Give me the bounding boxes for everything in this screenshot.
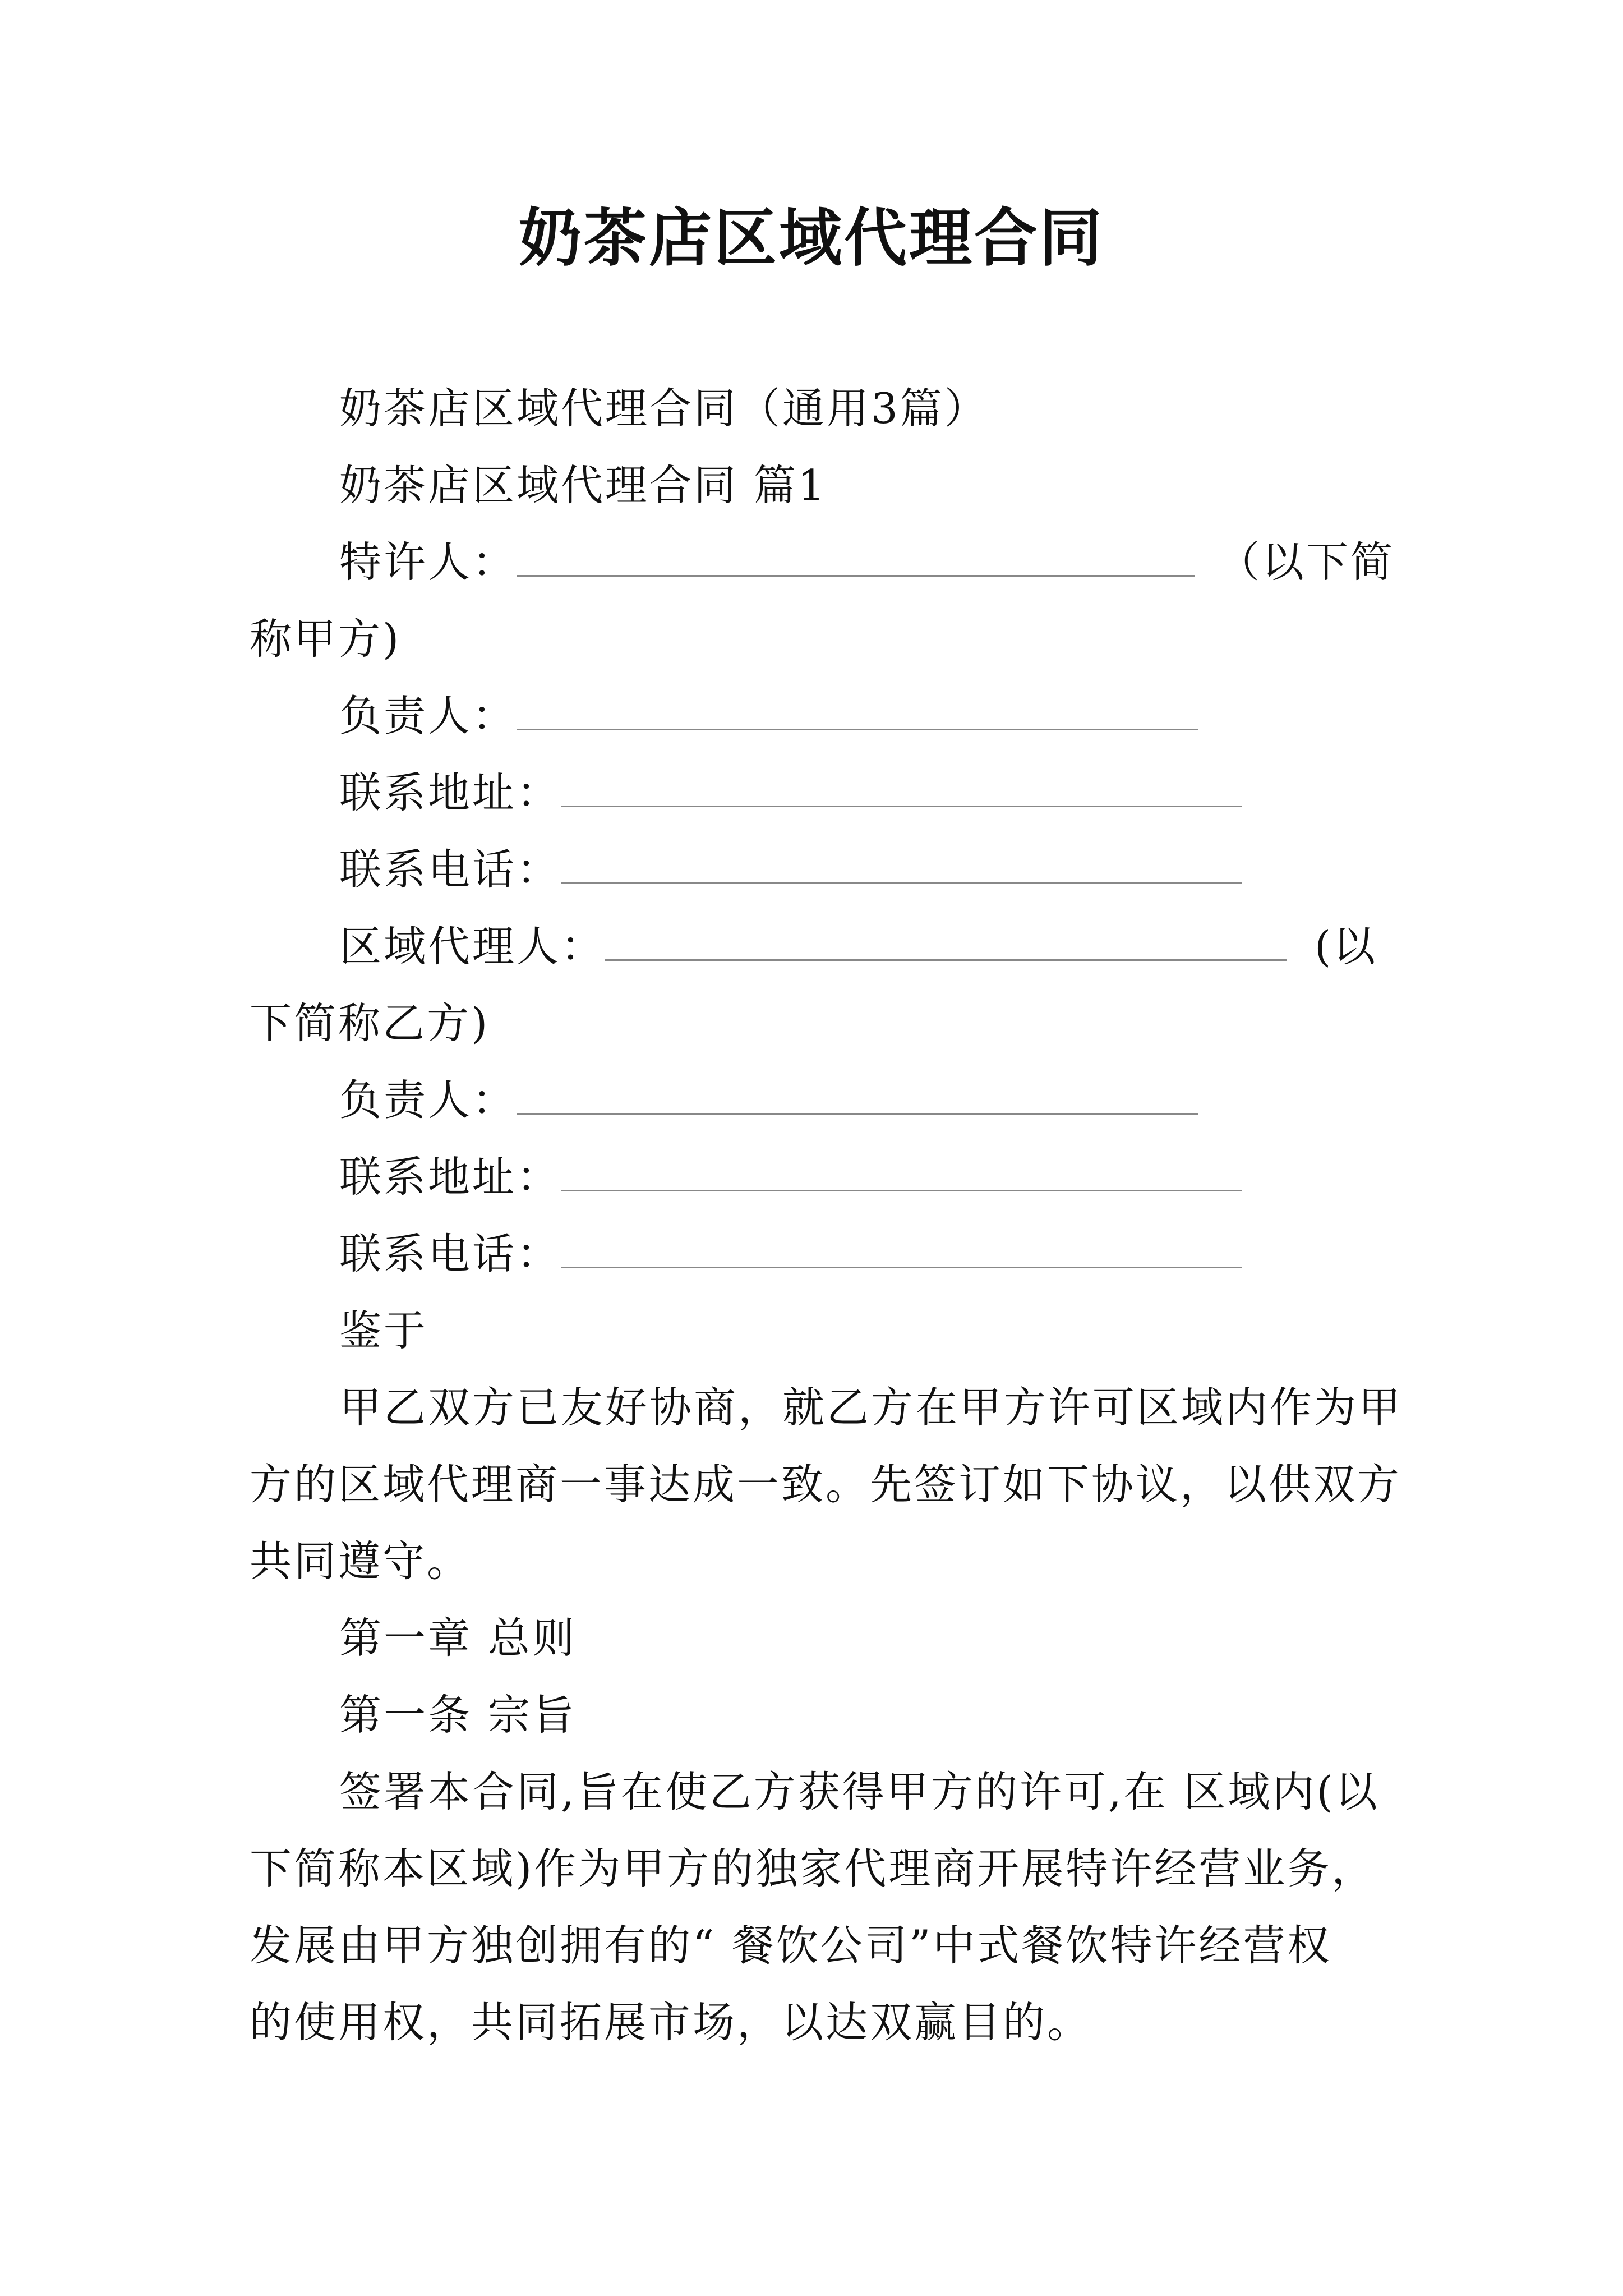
party-b-address-blank xyxy=(561,1155,1242,1191)
section-heading: 奶茶店区域代理合同 篇1 xyxy=(339,461,827,510)
party-b-phone-label: 联系电话： xyxy=(339,1229,561,1278)
party-a-phone-blank xyxy=(561,848,1242,884)
franchisor-label: 特许人： xyxy=(339,537,517,587)
party-b-person-blank xyxy=(517,1078,1198,1115)
preamble-line-2: 方的区域代理商一事达成一致。先签订如下协议，以供双方 xyxy=(250,1460,1402,1509)
whereas-heading: 鉴于 xyxy=(339,1306,428,1355)
party-b-phone-line xyxy=(250,1216,1388,1292)
agent-suffix-cont: 下简称乙方) xyxy=(250,999,490,1048)
party-b-phone-blank xyxy=(561,1232,1242,1268)
party-a-person-label: 负责人： xyxy=(339,691,517,740)
purpose-line-2: 下简称本区域)作为甲方的独家代理商开展特许经营业务， xyxy=(250,1844,1376,1893)
party-b-person-label: 负责人： xyxy=(339,1075,517,1125)
preamble-line-1: 甲乙双方已友好协商，就乙方在甲方许可区域内作为甲 xyxy=(339,1383,1403,1432)
party-a-phone-line xyxy=(250,831,1388,908)
purpose-line-4: 的使用权，共同拓展市场，以达双赢目的。 xyxy=(250,1998,1092,2047)
agent-blank xyxy=(605,924,1287,961)
agent-suffix: (以 xyxy=(1315,922,1378,971)
agent-label: 区域代理人： xyxy=(339,922,606,971)
purpose-line-1: 签署本合同,旨在使乙方获得甲方的许可,在 区域内(以 xyxy=(339,1767,1380,1816)
party-a-address-line xyxy=(250,754,1388,831)
franchisor-line xyxy=(250,524,1395,601)
party-b-address-label: 联系地址： xyxy=(339,1152,561,1202)
party-b-person-line xyxy=(250,1062,1388,1139)
party-a-address-label: 联系地址： xyxy=(339,768,561,817)
purpose-line-3: 发展由甲方独创拥有的“ 餐饮公司”中式餐饮特许经营权 xyxy=(250,1921,1332,1970)
party-a-person-line xyxy=(250,678,1388,754)
party-a-address-blank xyxy=(561,771,1242,807)
document-subtitle: 奶茶店区域代理合同（通用3篇） xyxy=(339,384,989,433)
chapter-1-heading: 第一章 总则 xyxy=(339,1613,577,1663)
franchisor-suffix-cont: 称甲方) xyxy=(250,614,402,664)
preamble-line-3: 共同遵守。 xyxy=(250,1536,472,1586)
party-a-person-blank xyxy=(517,694,1198,730)
agent-line xyxy=(250,908,1388,985)
party-b-address-line xyxy=(250,1139,1388,1216)
article-1-heading: 第一条 宗旨 xyxy=(339,1690,577,1740)
franchisor-blank xyxy=(517,540,1195,577)
party-a-phone-label: 联系电话： xyxy=(339,845,561,894)
document-title: 奶茶店区域代理合同 xyxy=(519,201,1104,275)
franchisor-suffix: （以下简 xyxy=(1218,537,1395,587)
